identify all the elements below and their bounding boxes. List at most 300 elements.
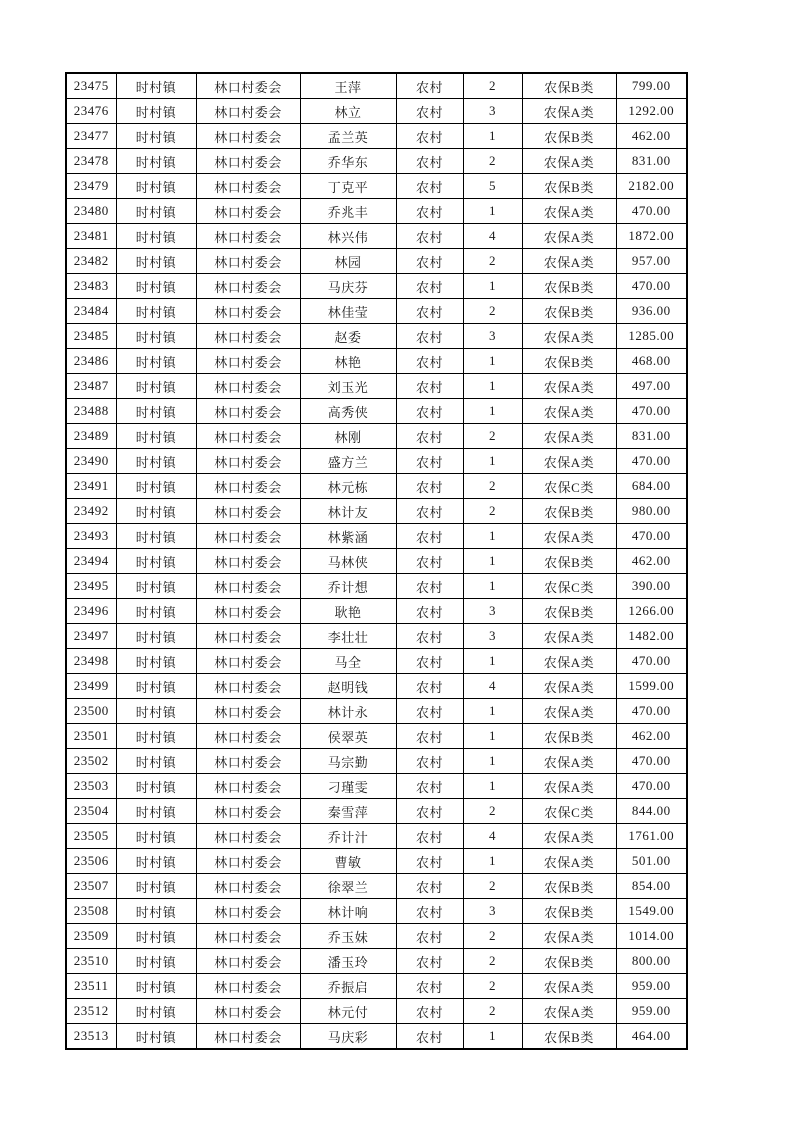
cell-id: 23483 xyxy=(66,274,116,299)
cell-residence-type: 农村 xyxy=(396,574,463,599)
cell-town: 时村镇 xyxy=(116,924,196,949)
table-row xyxy=(66,699,687,724)
cell-person-count: 1 xyxy=(463,349,522,374)
cell-person-name: 曹敏 xyxy=(300,849,396,874)
cell-id: 23499 xyxy=(66,674,116,699)
cell-id: 23492 xyxy=(66,499,116,524)
cell-person-name: 赵委 xyxy=(300,324,396,349)
table-row xyxy=(66,274,687,299)
cell-village: 林口村委会 xyxy=(196,874,300,899)
cell-town: 时村镇 xyxy=(116,73,196,99)
cell-village: 林口村委会 xyxy=(196,524,300,549)
cell-person-name: 潘玉玲 xyxy=(300,949,396,974)
cell-person-name: 乔玉妹 xyxy=(300,924,396,949)
table-row xyxy=(66,174,687,199)
cell-insurance-category: 农保B类 xyxy=(522,73,616,99)
records-table-body xyxy=(66,73,687,1049)
cell-residence-type: 农村 xyxy=(396,849,463,874)
table-row xyxy=(66,99,687,124)
cell-town: 时村镇 xyxy=(116,699,196,724)
cell-person-count: 1 xyxy=(463,124,522,149)
cell-residence-type: 农村 xyxy=(396,649,463,674)
cell-amount: 464.00 xyxy=(616,1024,687,1050)
cell-id: 23507 xyxy=(66,874,116,899)
cell-person-count: 1 xyxy=(463,449,522,474)
cell-amount: 470.00 xyxy=(616,699,687,724)
cell-person-count: 1 xyxy=(463,374,522,399)
table-row xyxy=(66,649,687,674)
cell-town: 时村镇 xyxy=(116,724,196,749)
cell-insurance-category: 农保A类 xyxy=(522,624,616,649)
cell-person-count: 2 xyxy=(463,249,522,274)
cell-town: 时村镇 xyxy=(116,799,196,824)
cell-residence-type: 农村 xyxy=(396,499,463,524)
cell-residence-type: 农村 xyxy=(396,1024,463,1050)
table-row xyxy=(66,299,687,324)
cell-town: 时村镇 xyxy=(116,449,196,474)
cell-town: 时村镇 xyxy=(116,949,196,974)
cell-id: 23494 xyxy=(66,549,116,574)
cell-person-count: 1 xyxy=(463,274,522,299)
table-row xyxy=(66,724,687,749)
cell-person-name: 乔计想 xyxy=(300,574,396,599)
cell-insurance-category: 农保A类 xyxy=(522,699,616,724)
cell-person-name: 马宗勤 xyxy=(300,749,396,774)
cell-person-count: 1 xyxy=(463,699,522,724)
cell-person-name: 林园 xyxy=(300,249,396,274)
cell-person-name: 林艳 xyxy=(300,349,396,374)
cell-amount: 844.00 xyxy=(616,799,687,824)
cell-residence-type: 农村 xyxy=(396,674,463,699)
cell-person-name: 孟兰英 xyxy=(300,124,396,149)
cell-person-count: 1 xyxy=(463,749,522,774)
cell-insurance-category: 农保B类 xyxy=(522,299,616,324)
cell-residence-type: 农村 xyxy=(396,299,463,324)
cell-residence-type: 农村 xyxy=(396,73,463,99)
cell-residence-type: 农村 xyxy=(396,749,463,774)
cell-town: 时村镇 xyxy=(116,374,196,399)
table-row xyxy=(66,549,687,574)
cell-town: 时村镇 xyxy=(116,224,196,249)
cell-amount: 831.00 xyxy=(616,149,687,174)
cell-insurance-category: 农保A类 xyxy=(522,749,616,774)
cell-town: 时村镇 xyxy=(116,649,196,674)
cell-insurance-category: 农保B类 xyxy=(522,1024,616,1050)
cell-insurance-category: 农保A类 xyxy=(522,374,616,399)
cell-amount: 980.00 xyxy=(616,499,687,524)
cell-id: 23498 xyxy=(66,649,116,674)
cell-village: 林口村委会 xyxy=(196,349,300,374)
cell-amount: 1014.00 xyxy=(616,924,687,949)
cell-amount: 470.00 xyxy=(616,449,687,474)
cell-insurance-category: 农保B类 xyxy=(522,274,616,299)
cell-amount: 957.00 xyxy=(616,249,687,274)
cell-person-count: 2 xyxy=(463,924,522,949)
cell-id: 23509 xyxy=(66,924,116,949)
cell-village: 林口村委会 xyxy=(196,999,300,1024)
cell-town: 时村镇 xyxy=(116,499,196,524)
cell-person-count: 2 xyxy=(463,974,522,999)
cell-town: 时村镇 xyxy=(116,149,196,174)
cell-town: 时村镇 xyxy=(116,749,196,774)
cell-insurance-category: 农保A类 xyxy=(522,149,616,174)
cell-insurance-category: 农保B类 xyxy=(522,874,616,899)
cell-amount: 1599.00 xyxy=(616,674,687,699)
cell-id: 23490 xyxy=(66,449,116,474)
table-row xyxy=(66,449,687,474)
cell-town: 时村镇 xyxy=(116,274,196,299)
cell-village: 林口村委会 xyxy=(196,1024,300,1050)
table-row xyxy=(66,749,687,774)
cell-person-name: 王萍 xyxy=(300,73,396,99)
cell-residence-type: 农村 xyxy=(396,524,463,549)
table-row xyxy=(66,149,687,174)
cell-person-count: 2 xyxy=(463,874,522,899)
cell-person-name: 林紫涵 xyxy=(300,524,396,549)
cell-insurance-category: 农保A类 xyxy=(522,649,616,674)
cell-town: 时村镇 xyxy=(116,524,196,549)
cell-id: 23504 xyxy=(66,799,116,824)
cell-id: 23511 xyxy=(66,974,116,999)
cell-amount: 470.00 xyxy=(616,649,687,674)
cell-residence-type: 农村 xyxy=(396,449,463,474)
cell-residence-type: 农村 xyxy=(396,874,463,899)
cell-insurance-category: 农保A类 xyxy=(522,974,616,999)
cell-village: 林口村委会 xyxy=(196,549,300,574)
cell-town: 时村镇 xyxy=(116,549,196,574)
table-row xyxy=(66,399,687,424)
cell-insurance-category: 农保A类 xyxy=(522,999,616,1024)
cell-town: 时村镇 xyxy=(116,199,196,224)
cell-village: 林口村委会 xyxy=(196,73,300,99)
cell-insurance-category: 农保C类 xyxy=(522,799,616,824)
cell-person-name: 林计响 xyxy=(300,899,396,924)
cell-id: 23482 xyxy=(66,249,116,274)
cell-person-name: 乔华东 xyxy=(300,149,396,174)
cell-person-count: 1 xyxy=(463,649,522,674)
cell-residence-type: 农村 xyxy=(396,224,463,249)
cell-person-name: 赵明钱 xyxy=(300,674,396,699)
cell-residence-type: 农村 xyxy=(396,474,463,499)
cell-town: 时村镇 xyxy=(116,599,196,624)
cell-residence-type: 农村 xyxy=(396,424,463,449)
cell-amount: 468.00 xyxy=(616,349,687,374)
table-row xyxy=(66,624,687,649)
cell-village: 林口村委会 xyxy=(196,99,300,124)
cell-village: 林口村委会 xyxy=(196,374,300,399)
cell-person-count: 1 xyxy=(463,724,522,749)
cell-town: 时村镇 xyxy=(116,99,196,124)
cell-amount: 1292.00 xyxy=(616,99,687,124)
cell-person-name: 马林侠 xyxy=(300,549,396,574)
cell-village: 林口村委会 xyxy=(196,624,300,649)
table-row xyxy=(66,999,687,1024)
cell-insurance-category: 农保B类 xyxy=(522,724,616,749)
cell-village: 林口村委会 xyxy=(196,174,300,199)
cell-village: 林口村委会 xyxy=(196,424,300,449)
table-row xyxy=(66,774,687,799)
cell-village: 林口村委会 xyxy=(196,474,300,499)
cell-town: 时村镇 xyxy=(116,299,196,324)
table-row xyxy=(66,424,687,449)
cell-person-count: 3 xyxy=(463,899,522,924)
cell-person-name: 丁克平 xyxy=(300,174,396,199)
cell-id: 23505 xyxy=(66,824,116,849)
cell-insurance-category: 农保A类 xyxy=(522,924,616,949)
cell-person-count: 5 xyxy=(463,174,522,199)
cell-person-count: 1 xyxy=(463,1024,522,1050)
cell-id: 23481 xyxy=(66,224,116,249)
cell-village: 林口村委会 xyxy=(196,899,300,924)
cell-town: 时村镇 xyxy=(116,324,196,349)
cell-amount: 497.00 xyxy=(616,374,687,399)
cell-person-count: 2 xyxy=(463,73,522,99)
cell-village: 林口村委会 xyxy=(196,949,300,974)
cell-person-count: 1 xyxy=(463,199,522,224)
cell-person-name: 林元付 xyxy=(300,999,396,1024)
cell-residence-type: 农村 xyxy=(396,949,463,974)
cell-person-name: 乔计汁 xyxy=(300,824,396,849)
cell-residence-type: 农村 xyxy=(396,199,463,224)
cell-id: 23484 xyxy=(66,299,116,324)
cell-insurance-category: 农保A类 xyxy=(522,449,616,474)
cell-person-name: 耿艳 xyxy=(300,599,396,624)
cell-insurance-category: 农保B类 xyxy=(522,349,616,374)
cell-insurance-category: 农保A类 xyxy=(522,774,616,799)
cell-amount: 1761.00 xyxy=(616,824,687,849)
cell-id: 23500 xyxy=(66,699,116,724)
cell-residence-type: 农村 xyxy=(396,799,463,824)
cell-person-count: 1 xyxy=(463,774,522,799)
cell-amount: 854.00 xyxy=(616,874,687,899)
cell-insurance-category: 农保A类 xyxy=(522,399,616,424)
cell-person-name: 刘玉光 xyxy=(300,374,396,399)
cell-town: 时村镇 xyxy=(116,999,196,1024)
cell-town: 时村镇 xyxy=(116,399,196,424)
cell-id: 23486 xyxy=(66,349,116,374)
cell-residence-type: 农村 xyxy=(396,699,463,724)
cell-amount: 684.00 xyxy=(616,474,687,499)
cell-amount: 1482.00 xyxy=(616,624,687,649)
cell-person-name: 侯翠英 xyxy=(300,724,396,749)
cell-id: 23506 xyxy=(66,849,116,874)
cell-village: 林口村委会 xyxy=(196,224,300,249)
cell-residence-type: 农村 xyxy=(396,124,463,149)
cell-residence-type: 农村 xyxy=(396,599,463,624)
cell-person-count: 2 xyxy=(463,299,522,324)
cell-village: 林口村委会 xyxy=(196,649,300,674)
cell-person-name: 林兴伟 xyxy=(300,224,396,249)
table-row xyxy=(66,73,687,99)
cell-residence-type: 农村 xyxy=(396,774,463,799)
table-row xyxy=(66,1024,687,1050)
cell-person-count: 4 xyxy=(463,824,522,849)
cell-person-name: 高秀侠 xyxy=(300,399,396,424)
cell-id: 23508 xyxy=(66,899,116,924)
cell-town: 时村镇 xyxy=(116,974,196,999)
cell-id: 23477 xyxy=(66,124,116,149)
cell-residence-type: 农村 xyxy=(396,149,463,174)
cell-village: 林口村委会 xyxy=(196,974,300,999)
cell-id: 23489 xyxy=(66,424,116,449)
cell-amount: 501.00 xyxy=(616,849,687,874)
records-table xyxy=(65,72,688,1050)
cell-person-count: 4 xyxy=(463,674,522,699)
cell-person-name: 乔振启 xyxy=(300,974,396,999)
cell-residence-type: 农村 xyxy=(396,624,463,649)
table-row xyxy=(66,324,687,349)
table-row xyxy=(66,524,687,549)
cell-town: 时村镇 xyxy=(116,899,196,924)
cell-town: 时村镇 xyxy=(116,174,196,199)
cell-person-count: 1 xyxy=(463,849,522,874)
cell-id: 23491 xyxy=(66,474,116,499)
cell-person-name: 刁瑾雯 xyxy=(300,774,396,799)
cell-amount: 470.00 xyxy=(616,399,687,424)
cell-amount: 959.00 xyxy=(616,999,687,1024)
cell-insurance-category: 农保B类 xyxy=(522,949,616,974)
cell-residence-type: 农村 xyxy=(396,324,463,349)
cell-village: 林口村委会 xyxy=(196,124,300,149)
cell-id: 23478 xyxy=(66,149,116,174)
cell-id: 23485 xyxy=(66,324,116,349)
cell-id: 23479 xyxy=(66,174,116,199)
cell-amount: 1266.00 xyxy=(616,599,687,624)
cell-amount: 390.00 xyxy=(616,574,687,599)
table-row xyxy=(66,849,687,874)
table-row xyxy=(66,124,687,149)
cell-insurance-category: 农保A类 xyxy=(522,199,616,224)
cell-amount: 959.00 xyxy=(616,974,687,999)
cell-village: 林口村委会 xyxy=(196,399,300,424)
cell-town: 时村镇 xyxy=(116,874,196,899)
cell-amount: 936.00 xyxy=(616,299,687,324)
cell-person-count: 3 xyxy=(463,99,522,124)
cell-amount: 1285.00 xyxy=(616,324,687,349)
cell-town: 时村镇 xyxy=(116,1024,196,1050)
cell-village: 林口村委会 xyxy=(196,699,300,724)
table-row xyxy=(66,799,687,824)
cell-person-count: 2 xyxy=(463,474,522,499)
cell-insurance-category: 农保A类 xyxy=(522,849,616,874)
cell-person-count: 2 xyxy=(463,149,522,174)
table-row xyxy=(66,599,687,624)
cell-residence-type: 农村 xyxy=(396,374,463,399)
cell-id: 23501 xyxy=(66,724,116,749)
cell-person-count: 2 xyxy=(463,499,522,524)
cell-id: 23510 xyxy=(66,949,116,974)
cell-village: 林口村委会 xyxy=(196,774,300,799)
cell-insurance-category: 农保B类 xyxy=(522,549,616,574)
cell-insurance-category: 农保A类 xyxy=(522,824,616,849)
cell-person-count: 3 xyxy=(463,324,522,349)
cell-id: 23502 xyxy=(66,749,116,774)
cell-village: 林口村委会 xyxy=(196,599,300,624)
table-row xyxy=(66,249,687,274)
cell-insurance-category: 农保B类 xyxy=(522,599,616,624)
cell-person-count: 1 xyxy=(463,524,522,549)
cell-id: 23513 xyxy=(66,1024,116,1050)
cell-residence-type: 农村 xyxy=(396,249,463,274)
cell-residence-type: 农村 xyxy=(396,549,463,574)
cell-town: 时村镇 xyxy=(116,124,196,149)
cell-village: 林口村委会 xyxy=(196,749,300,774)
cell-insurance-category: 农保A类 xyxy=(522,674,616,699)
cell-residence-type: 农村 xyxy=(396,924,463,949)
cell-village: 林口村委会 xyxy=(196,249,300,274)
cell-insurance-category: 农保B类 xyxy=(522,499,616,524)
cell-insurance-category: 农保A类 xyxy=(522,524,616,549)
table-row xyxy=(66,499,687,524)
cell-insurance-category: 农保A类 xyxy=(522,324,616,349)
cell-person-name: 李壮壮 xyxy=(300,624,396,649)
cell-village: 林口村委会 xyxy=(196,199,300,224)
cell-person-count: 4 xyxy=(463,224,522,249)
cell-person-count: 1 xyxy=(463,574,522,599)
cell-person-count: 2 xyxy=(463,949,522,974)
cell-village: 林口村委会 xyxy=(196,274,300,299)
cell-residence-type: 农村 xyxy=(396,974,463,999)
cell-person-count: 2 xyxy=(463,799,522,824)
cell-village: 林口村委会 xyxy=(196,824,300,849)
cell-village: 林口村委会 xyxy=(196,499,300,524)
cell-village: 林口村委会 xyxy=(196,149,300,174)
cell-person-name: 乔兆丰 xyxy=(300,199,396,224)
cell-amount: 470.00 xyxy=(616,749,687,774)
cell-person-name: 秦雪萍 xyxy=(300,799,396,824)
cell-id: 23512 xyxy=(66,999,116,1024)
table-row xyxy=(66,199,687,224)
cell-town: 时村镇 xyxy=(116,774,196,799)
cell-residence-type: 农村 xyxy=(396,724,463,749)
cell-person-name: 林立 xyxy=(300,99,396,124)
cell-insurance-category: 农保B类 xyxy=(522,899,616,924)
cell-person-count: 2 xyxy=(463,999,522,1024)
cell-insurance-category: 农保B类 xyxy=(522,124,616,149)
cell-town: 时村镇 xyxy=(116,349,196,374)
table-row xyxy=(66,874,687,899)
cell-id: 23487 xyxy=(66,374,116,399)
cell-amount: 462.00 xyxy=(616,549,687,574)
cell-amount: 462.00 xyxy=(616,724,687,749)
cell-insurance-category: 农保C类 xyxy=(522,474,616,499)
cell-amount: 470.00 xyxy=(616,524,687,549)
table-row xyxy=(66,474,687,499)
cell-person-name: 林计永 xyxy=(300,699,396,724)
cell-village: 林口村委会 xyxy=(196,724,300,749)
table-row xyxy=(66,674,687,699)
cell-residence-type: 农村 xyxy=(396,99,463,124)
cell-residence-type: 农村 xyxy=(396,824,463,849)
table-row xyxy=(66,224,687,249)
cell-person-count: 3 xyxy=(463,624,522,649)
cell-person-count: 1 xyxy=(463,399,522,424)
cell-town: 时村镇 xyxy=(116,674,196,699)
cell-id: 23496 xyxy=(66,599,116,624)
cell-person-name: 林刚 xyxy=(300,424,396,449)
cell-town: 时村镇 xyxy=(116,574,196,599)
cell-amount: 1872.00 xyxy=(616,224,687,249)
cell-person-count: 2 xyxy=(463,424,522,449)
cell-town: 时村镇 xyxy=(116,474,196,499)
cell-id: 23480 xyxy=(66,199,116,224)
cell-insurance-category: 农保B类 xyxy=(522,174,616,199)
cell-village: 林口村委会 xyxy=(196,674,300,699)
cell-village: 林口村委会 xyxy=(196,799,300,824)
cell-amount: 799.00 xyxy=(616,73,687,99)
cell-town: 时村镇 xyxy=(116,249,196,274)
table-row xyxy=(66,949,687,974)
